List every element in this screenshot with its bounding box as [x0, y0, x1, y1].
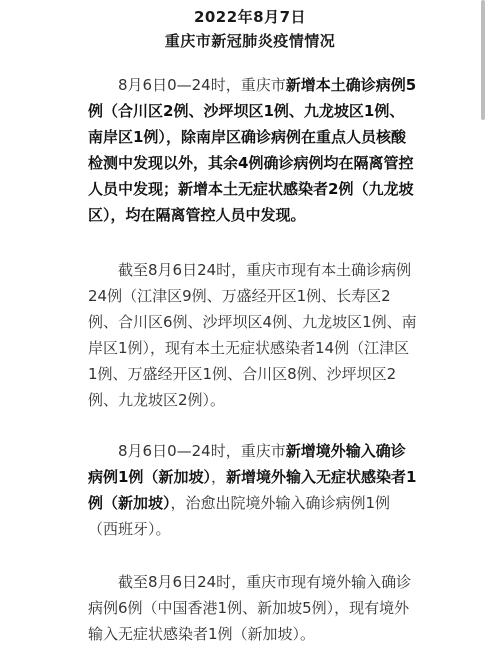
segment: 截至8月6日24时，重庆市现有本土确诊病例24例（江津区9例、万盛经开区1例、长寿区2例、合川区6例、沙坪坝区4例、九龙坡区1例、南岸区1例），现有本土无症状感染者14例（江津区1例、万盛经开区1例、合川区8例、沙坪坝区2例、九龙坡区2例）。: [88, 261, 417, 409]
paragraph-local-current-cases: [88, 257, 418, 413]
paragraph-imported-new-cases: [88, 438, 418, 542]
segment-bold: ，均在隔离管控人员中发现。: [110, 206, 306, 224]
segment: ，治愈出院境外输入确诊病例1例（西班牙）。: [88, 494, 391, 538]
segment: ，: [210, 468, 226, 486]
segment-bold: 新增本土确诊病例5例（合川区2例、沙坪坝区1例、九龙坡区1例、南岸区1例）: [88, 76, 417, 146]
segment: 8月6日0—24时，重庆市: [118, 442, 286, 460]
vertical-scrollbar[interactable]: [481, 0, 485, 120]
segment: 8月6日0—24时，重庆市: [118, 76, 286, 94]
segment-bold: 新增境外输入确诊病例1例（新加坡）: [88, 442, 406, 486]
segment: 截至8月6日24时，重庆市现有境外输入确诊病例6例（中国香港1例、新加坡5例），现有境外输入无症状感染者1例（新加坡）。: [88, 573, 412, 643]
segment-bold: ，除南岸区确诊病例在重点人员核酸检测中发现以外，其余4例确诊病例均在隔离管控人员中发现；: [88, 128, 414, 198]
paragraph-local-new-cases: [88, 72, 418, 228]
segment-bold: 新增本土无症状感染者2例（九龙坡区）: [88, 180, 414, 224]
segment-bold: 新增境外输入无症状感染者1例（新加坡）: [88, 468, 417, 512]
paragraph-imported-current-cases: [88, 569, 418, 647]
article-date: 2022年8月7日: [193, 8, 307, 26]
article-title: 重庆市新冠肺炎疫情情况: [164, 32, 336, 50]
